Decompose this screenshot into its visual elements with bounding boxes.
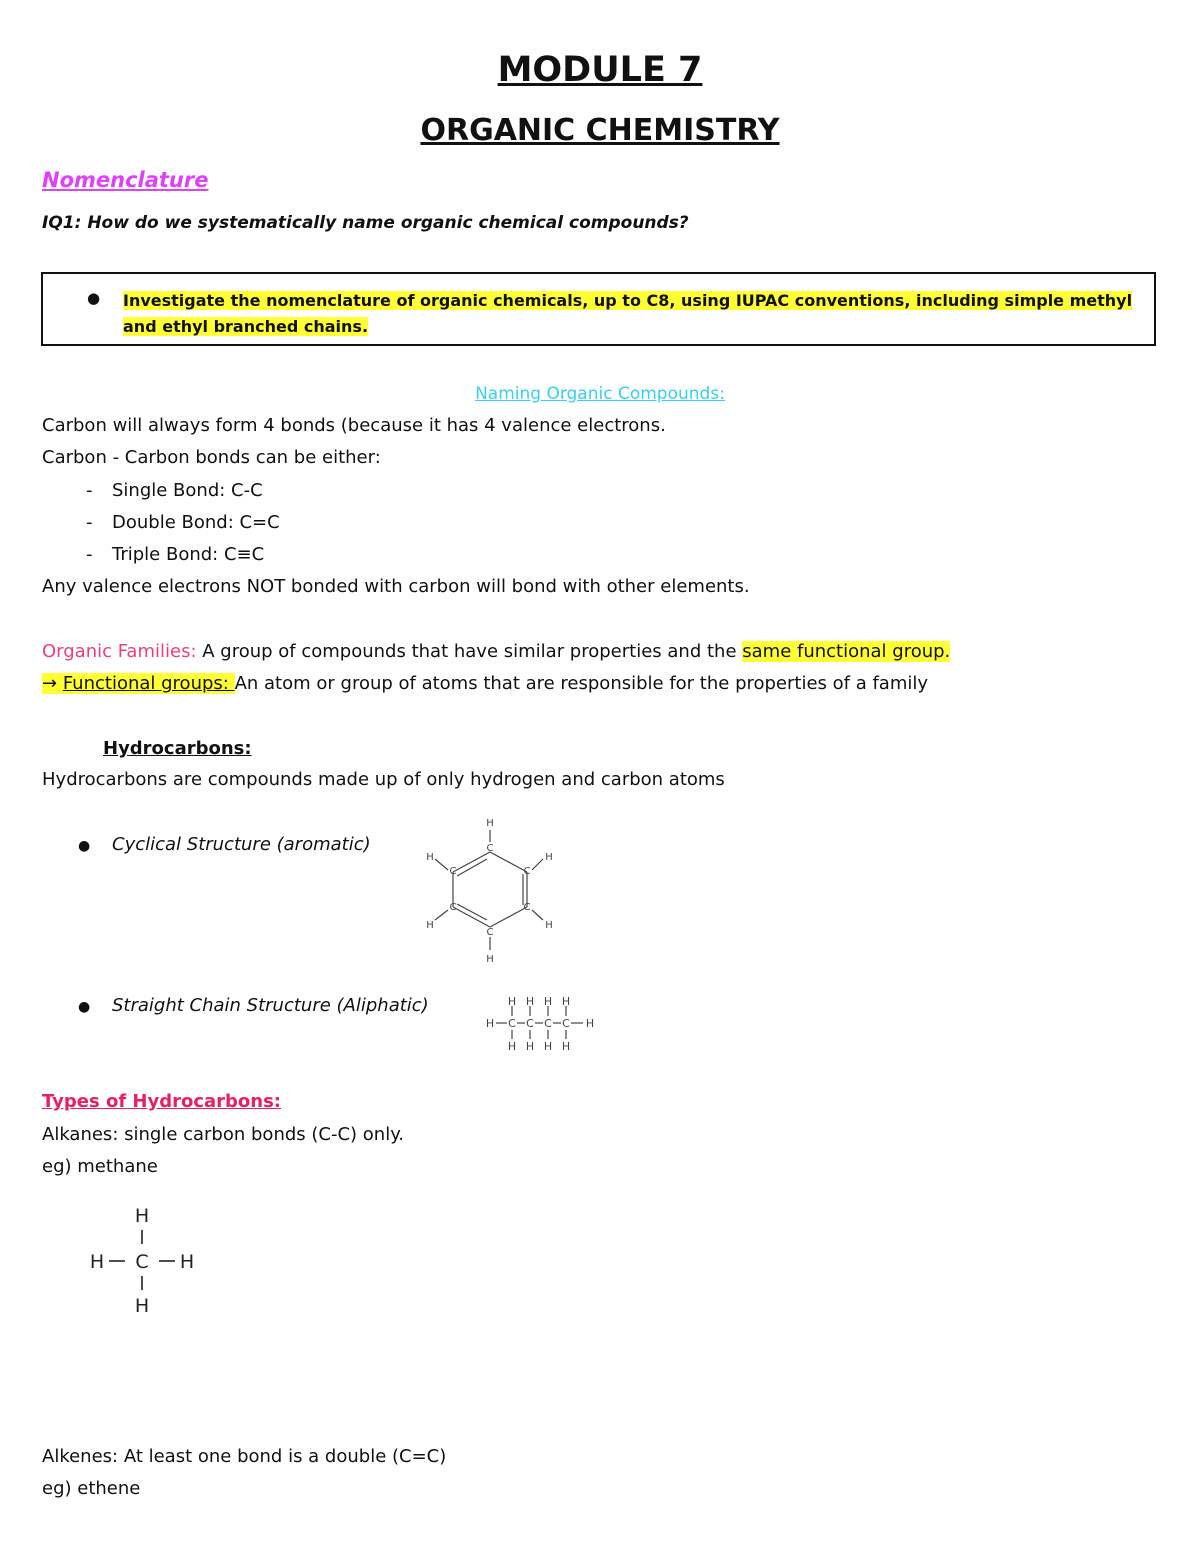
methane-structure-diagram	[85, 1200, 200, 1320]
list-dash: -	[86, 544, 93, 565]
atom-c: C	[562, 1017, 570, 1030]
organic-families-text: A group of compounds that have similar properties and the	[196, 641, 743, 662]
atom-c: C	[135, 1251, 149, 1273]
triple-bond-item: Triple Bond: C≡C	[112, 544, 265, 565]
single-bond-item: Single Bond: C-C	[112, 480, 263, 501]
atom-c: C	[449, 902, 457, 913]
organic-families-line	[42, 641, 950, 662]
alkanes-line: Alkanes: single carbon bonds (C-C) only.	[42, 1124, 405, 1145]
atom-c: C	[526, 1017, 534, 1030]
syllabus-text	[123, 288, 1133, 340]
list-dash: -	[86, 480, 93, 501]
naming-heading: Naming Organic Compounds:	[475, 384, 725, 404]
atom-c: C	[523, 902, 531, 913]
alkanes-example: eg) methane	[42, 1156, 158, 1177]
atom-h: H	[585, 1017, 595, 1030]
syllabus-highlight: Investigate the nomenclature of organic chemicals, up to C8, using IUPAC conventions, including simple methyl and ethyl branched chains.	[123, 291, 1133, 336]
valence-line: Any valence electrons NOT bonded with carbon will bond with other elements.	[42, 576, 750, 597]
section-heading-nomenclature: Nomenclature	[42, 168, 209, 192]
hydrocarbons-heading: Hydrocarbons:	[103, 738, 252, 759]
cyclical-structure-item: Cyclical Structure (aromatic)	[112, 834, 371, 855]
atom-h: H	[543, 1040, 553, 1053]
alkenes-line: Alkenes: At least one bond is a double (C=C)	[42, 1446, 447, 1467]
carbon-bonds-line: Carbon will always form 4 bonds (because it has 4 valence electrons.	[42, 415, 666, 436]
benzene-structure-diagram	[415, 812, 565, 967]
alkenes-example: eg) ethene	[42, 1478, 141, 1499]
atom-h: H	[561, 995, 571, 1008]
atom-c: C	[523, 866, 531, 877]
bullet-icon: ●	[87, 289, 101, 307]
atom-h: H	[507, 995, 517, 1008]
straight-chain-diagram	[483, 992, 608, 1054]
atom-h: H	[545, 852, 553, 863]
atom-h: H	[89, 1251, 105, 1273]
atom-c: C	[486, 927, 494, 938]
atom-h: H	[543, 995, 553, 1008]
atom-h: H	[485, 1017, 495, 1030]
atom-h: H	[134, 1205, 150, 1227]
atom-h: H	[507, 1040, 517, 1053]
syllabus-box	[41, 272, 1156, 346]
atom-h: H	[486, 954, 494, 965]
bullet-icon: ●	[78, 838, 91, 854]
organic-families-highlight: same functional group.	[742, 641, 951, 662]
atom-h: H	[426, 852, 434, 863]
atom-h: H	[179, 1251, 195, 1273]
module-title: MODULE 7	[497, 50, 703, 90]
arrow-icon: →	[42, 673, 63, 694]
inquiry-question: IQ1: How do we systematically name organic chemical compounds?	[42, 213, 689, 233]
atom-h: H	[545, 920, 553, 931]
organic-families-label: Organic Families:	[42, 641, 197, 662]
functional-groups-label: Functional groups:	[62, 673, 235, 694]
functional-groups-highlight	[42, 673, 235, 694]
carbon-carbon-line: Carbon - Carbon bonds can be either:	[42, 447, 381, 468]
bullet-icon: ●	[78, 999, 91, 1015]
atom-h: H	[426, 920, 434, 931]
types-of-hydrocarbons-heading: Types of Hydrocarbons:	[42, 1091, 282, 1112]
functional-groups-line	[42, 673, 928, 694]
list-dash: -	[86, 512, 93, 533]
atom-h: H	[561, 1040, 571, 1053]
straight-chain-item: Straight Chain Structure (Aliphatic)	[112, 995, 429, 1016]
module-subtitle: ORGANIC CHEMISTRY	[420, 113, 780, 148]
atom-c: C	[486, 843, 494, 854]
double-bond-item: Double Bond: C=C	[112, 512, 280, 533]
atom-c: C	[449, 866, 457, 877]
atom-h: H	[525, 1040, 535, 1053]
functional-groups-text: An atom or group of atoms that are responsible for the properties of a family	[234, 673, 929, 694]
atom-c: C	[544, 1017, 552, 1030]
atom-h: H	[525, 995, 535, 1008]
atom-h: H	[486, 818, 494, 829]
atom-c: C	[508, 1017, 516, 1030]
atom-h: H	[134, 1295, 150, 1317]
hydrocarbons-definition: Hydrocarbons are compounds made up of only hydrogen and carbon atoms	[42, 769, 725, 790]
